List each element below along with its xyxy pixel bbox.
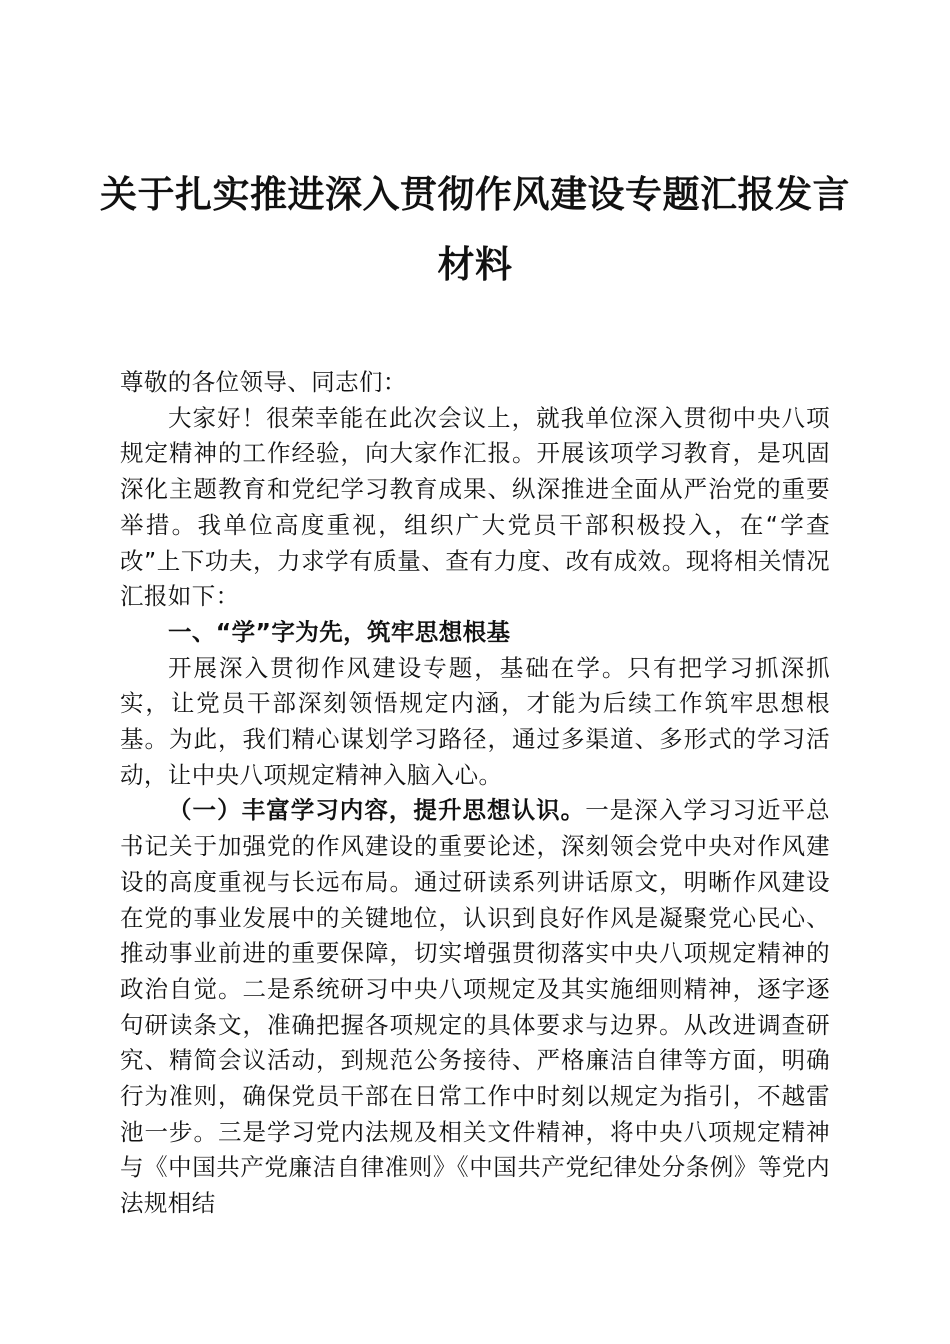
subsection-paragraph <box>120 793 830 1221</box>
document-body <box>120 365 830 1222</box>
section-heading: 一、“学”字为先，筑牢思想根基 <box>168 617 511 646</box>
salutation: 尊敬的各位领导、同志们： <box>120 368 407 396</box>
section-paragraph: 开展深入贯彻作风建设专题，基础在学。只有把学习抓深抓实，让党员干部深刻领悟规定内涵，才能为后续工作筑牢思想根基。为此，我们精心谋划学习路径，通过多渠道、多形式的学习活动，让中央八项规定精神入脑入心。 <box>120 653 830 789</box>
document-title-line2: 材料 <box>437 242 513 286</box>
intro-paragraph: 大家好！很荣幸能在此次会议上，就我单位深入贯彻中央八项规定精神的工作经验，向大家作汇报。开展该项学习教育，是巩固深化主题教育和党纪学习教育成果、纵深推进全面从严治党的重要举措。我单位高度重视，组织广大党员干部积极投入，在“学查改”上下功夫，力求学有质量、查有力度、改有成效。现将相关情况汇报如下： <box>120 403 830 611</box>
subsection-text: 一是深入学习习近平总书记关于加强党的作风建设的重要论述，深刻领会党中央对作风建设的高度重视与长远布局。通过研读系列讲话原文，明晰作风建设在党的事业发展中的关键地位，认识到良好作风是凝聚党心民心、推动事业前进的重要保障，切实增强贯彻落实中央八项规定精神的政治自觉。二是系统研习中央八项规定及其实施细则精神，逐字逐句研读条文，准确把握各项规定的具体要求与边界。从改进调查研究、精简会议活动，到规范公务接待、严格廉洁自律等方面，明确行为准则，确保党员干部在日常工作中时刻以规定为指引，不越雷池一步。三是学习党内法规及相关文件精神，将中央八项规定精神与《中国共产党廉洁自律准则》《中国共产党纪律处分条例》等党内法规相结 <box>120 796 830 1218</box>
document-title-line1: 关于扎实推进深入贯彻作风建设专题汇报发言 <box>100 172 850 216</box>
subsection-heading: （一）丰富学习内容，提升思想认识。 <box>168 796 586 825</box>
